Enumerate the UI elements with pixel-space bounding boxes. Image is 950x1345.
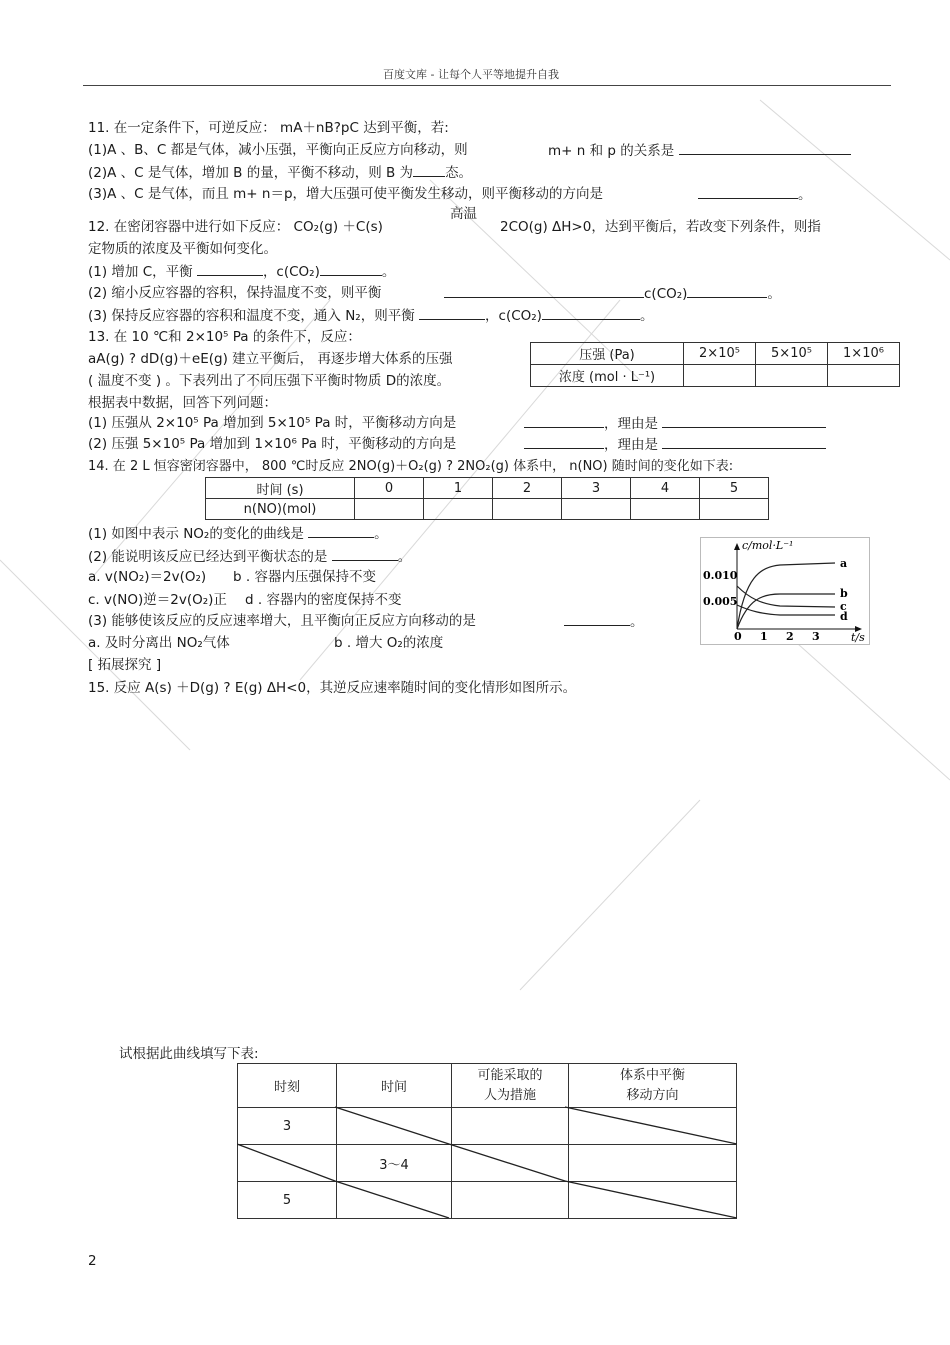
q14-time-table bbox=[205, 477, 769, 520]
curve-label-c: c bbox=[840, 600, 847, 613]
q12-part2-b: c(CO₂) 。 bbox=[444, 284, 781, 303]
q12-stem-b: 2CO(g) ΔH>0，达到平衡后，若改变下列条件，则指 bbox=[500, 219, 821, 235]
q12-part2: (2) 缩小反应容器的容积，保持温度不变，则平衡 bbox=[88, 285, 382, 301]
table-cell-empty[interactable] bbox=[424, 499, 493, 520]
header-rule bbox=[83, 85, 891, 86]
x-tick-label: 1 bbox=[760, 630, 768, 643]
q13-pressure-table bbox=[530, 342, 900, 387]
q12-condition: 高温 bbox=[450, 206, 477, 222]
table-cell-empty[interactable] bbox=[493, 499, 562, 520]
q14-option-c: c. v(NO)逆＝2v(O₂)正 bbox=[88, 592, 227, 608]
expand-title: [ 拓展探究 ] bbox=[88, 657, 162, 673]
table-header-moment: 时刻 bbox=[238, 1064, 337, 1108]
table-cell-empty[interactable] bbox=[562, 499, 631, 520]
q15-measures-table bbox=[237, 1063, 737, 1218]
table-cell: 1 bbox=[424, 478, 493, 499]
q13-part1-b: ，理由是 bbox=[524, 414, 826, 433]
answer-blank[interactable] bbox=[524, 435, 604, 449]
q12-line2: 定物质的浓度及平衡如何变化。 bbox=[88, 241, 277, 257]
answer-blank[interactable] bbox=[698, 185, 798, 199]
q11-part3-b: 。 bbox=[698, 185, 812, 204]
q14-stem: 14. 在 2 L 恒容密闭容器中， 800 ℃时反应 2NO(g)＋O₂(g) ? 2NO₂(g) 体系中， n(NO) 随时间的变化如下表: bbox=[88, 459, 734, 474]
table-header-shift-direction: 体系中平衡 移动方向 bbox=[569, 1064, 737, 1108]
q11-part1-b: m+ n 和 p 的关系是 bbox=[548, 141, 851, 160]
q14-part2: (2) 能说明该反应已经达到平衡状态的是 。 bbox=[88, 549, 412, 565]
q14-part3-b: 。 bbox=[564, 612, 644, 631]
y-axis-label: c/mol·L⁻¹ bbox=[742, 539, 794, 552]
q14-option-b: b . 容器内压强保持不变 bbox=[233, 569, 376, 585]
q11-part3: (3)A 、C 是气体，而且 m+ n＝p，增大压强可使平衡发生移动，则平衡移动的方向是 bbox=[88, 186, 604, 202]
table-cell-empty[interactable] bbox=[355, 499, 424, 520]
table-header-pressure: 压强 (Pa) bbox=[531, 343, 684, 365]
q12-stem: 12. 在密闭容器中进行如下反应： CO₂(g) ＋C(s) bbox=[88, 219, 383, 235]
q14-option3-b: b . 增大 O₂的浓度 bbox=[334, 635, 444, 651]
table-cell-empty[interactable] bbox=[828, 365, 900, 387]
table-cell: 3 bbox=[238, 1108, 337, 1145]
answer-blank[interactable] bbox=[308, 524, 374, 538]
table-cell-empty[interactable] bbox=[684, 365, 756, 387]
table-cell: 5 bbox=[238, 1182, 337, 1219]
q14-option-d: d . 容器内的密度保持不变 bbox=[245, 592, 402, 608]
q13-part1: (1) 压强从 2×10⁵ Pa 增加到 5×10⁵ Pa 时，平衡移动方向是 bbox=[88, 415, 457, 431]
q13-line2: aA(g) ? dD(g)＋eE(g) 建立平衡后， 再逐步增大体系的压强 bbox=[88, 351, 453, 367]
q13-part2-b: ，理由是 bbox=[524, 435, 826, 454]
answer-blank[interactable] bbox=[662, 435, 826, 449]
table-cell: 5 bbox=[700, 478, 769, 499]
page-number: 2 bbox=[88, 1253, 97, 1269]
table-cell: 3 bbox=[562, 478, 631, 499]
y-tick-label: 0.010 bbox=[703, 569, 738, 582]
x-axis-label: t/s bbox=[851, 631, 865, 644]
table-cell-empty[interactable] bbox=[631, 499, 700, 520]
q13-line4: 根据表中数据，回答下列问题： bbox=[88, 395, 277, 411]
q14-part1: (1) 如图中表示 NO₂的变化的曲线是 。 bbox=[88, 526, 388, 542]
q14-part3: (3) 能够使该反应的反应速率增大，且平衡向正反应方向移动的是 bbox=[88, 613, 476, 629]
q13-line3: ( 温度不变 ) 。下表列出了不同压强下平衡时物质 D的浓度。 bbox=[88, 373, 451, 389]
answer-blank[interactable] bbox=[524, 414, 604, 428]
table-cell: 2 bbox=[493, 478, 562, 499]
answer-blank[interactable] bbox=[419, 306, 485, 320]
q15-stem: 15. 反应 A(s) ＋D(g) ? E(g) ΔH<0，其逆反应速率随时间的变化情形如图所示。 bbox=[88, 680, 577, 696]
table-header-concentration: 浓度 (mol · L⁻¹) bbox=[531, 365, 684, 387]
table-cell: 0 bbox=[355, 478, 424, 499]
y-tick-label: 0.005 bbox=[703, 595, 738, 608]
q12-part3: (3) 保持反应容器的容积和温度不变，通入 N₂，则平衡 ，c(CO₂) 。 bbox=[88, 308, 654, 324]
q15-instruction: 试根据此曲线填写下表: bbox=[119, 1046, 259, 1062]
answer-blank[interactable] bbox=[413, 163, 445, 177]
q14-option-a: a. v(NO₂)＝2v(O₂) bbox=[88, 569, 207, 585]
table-cell: 1×10⁶ bbox=[828, 343, 900, 365]
x-tick-label: 3 bbox=[812, 630, 820, 643]
table-header-period: 时间 bbox=[337, 1064, 452, 1108]
answer-blank[interactable] bbox=[679, 141, 851, 155]
q11-part2: (2)A 、C 是气体，增加 B 的量，平衡不移动，则 B 为 态。 bbox=[88, 165, 473, 181]
table-slash-lines bbox=[237, 1063, 737, 1218]
table-cell: 4 bbox=[631, 478, 700, 499]
table-cell-empty[interactable] bbox=[700, 499, 769, 520]
q13-stem: 13. 在 10 ℃和 2×10⁵ Pa 的条件下，反应： bbox=[88, 329, 361, 345]
x-tick-label: 0 bbox=[734, 630, 742, 643]
x-tick-label: 2 bbox=[786, 630, 794, 643]
answer-blank[interactable] bbox=[444, 284, 644, 298]
table-cell: 5×10⁵ bbox=[756, 343, 828, 365]
q13-part2: (2) 压强 5×10⁵ Pa 增加到 1×10⁶ Pa 时，平衡移动的方向是 bbox=[88, 436, 457, 452]
q14-option3-a: a. 及时分离出 NO₂气体 bbox=[88, 635, 230, 651]
answer-blank[interactable] bbox=[320, 262, 382, 276]
answer-blank[interactable] bbox=[197, 262, 263, 276]
q11-stem: 11. 在一定条件下，可逆反应： mA＋nB?pC 达到平衡，若: bbox=[88, 120, 449, 136]
table-header-measures: 可能采取的 人为措施 bbox=[452, 1064, 569, 1108]
curve-label-a: a bbox=[840, 557, 848, 570]
table-cell: 2×10⁵ bbox=[684, 343, 756, 365]
answer-blank[interactable] bbox=[332, 547, 398, 561]
table-header-time: 时间 (s) bbox=[206, 478, 355, 499]
page-header: 百度文库 - 让每个人平等地提升自我 bbox=[383, 68, 559, 81]
q12-part1: (1) 增加 C，平衡 ，c(CO₂) 。 bbox=[88, 264, 396, 280]
answer-blank[interactable] bbox=[542, 306, 640, 320]
table-header-n-no: n(NO)(mol) bbox=[206, 499, 355, 520]
concentration-time-graph bbox=[700, 537, 870, 645]
table-cell-empty[interactable] bbox=[756, 365, 828, 387]
answer-blank[interactable] bbox=[564, 612, 630, 626]
curve-label-b: b bbox=[840, 587, 848, 600]
curve-label-d: d bbox=[840, 610, 848, 623]
answer-blank[interactable] bbox=[687, 284, 767, 298]
q11-part1: (1)A 、B、C 都是气体，减小压强，平衡向正反应方向移动，则 bbox=[88, 142, 468, 158]
answer-blank[interactable] bbox=[662, 414, 826, 428]
table-cell: 3～4 bbox=[337, 1145, 452, 1182]
